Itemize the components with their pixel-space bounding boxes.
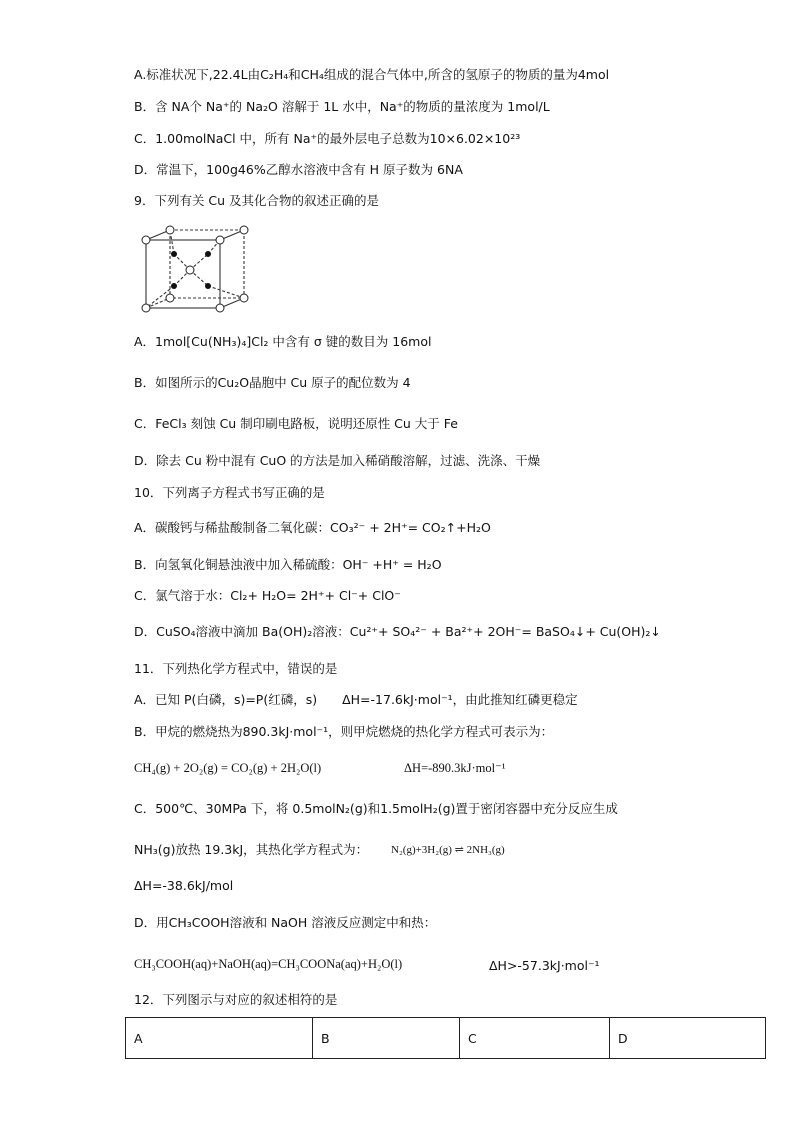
q12-options-table: [125, 1017, 766, 1059]
q9-stem: 9．下列有关 Cu 及其化合物的叙述正确的是: [134, 193, 380, 208]
q10-stem: 10．下列离子方程式书写正确的是: [134, 485, 325, 500]
q9-option-c: C．FeCl₃ 刻蚀 Cu 制印刷电路板，说明还原性 Cu 大于 Fe: [134, 416, 458, 431]
q9-option-a: A．1mol[Cu(NH₃)₄]Cl₂ 中含有 σ 键的数目为 16mol: [134, 334, 432, 349]
q10-option-c: C．氯气溶于水：Cl₂+ H₂O= 2H⁺+ Cl⁻+ ClO⁻: [134, 588, 401, 603]
q11-option-b-enthalpy: ΔH=-890.3kJ·mol⁻¹: [404, 761, 506, 775]
q10-option-d: D．CuSO₄溶液中滴加 Ba(OH)₂溶液：Cu²⁺+ SO₄²⁻ + Ba²⁺+ 2OH⁻= BaSO₄↓+ Cu(OH)₂↓: [134, 624, 661, 639]
q11-option-c: C．500℃、30MPa 下，将 0.5molN₂(g)和1.5molH₂(g)置于密闭容器中充分反应生成: [134, 801, 618, 816]
q8-option-d: D．常温下，100g46%乙醇水溶液中含有 H 原子数为 6NA: [134, 162, 463, 177]
q11-option-c-line2: NH₃(g)放热 19.3kJ，其热化学方程式为：: [134, 842, 369, 857]
table-row: [126, 1018, 766, 1059]
q8-option-b: B．含 NA个 Na⁺的 Na₂O 溶解于 1L 水中，Na⁺的物质的量浓度为 1mol/L: [134, 99, 550, 114]
q11-option-d: D．用CH₃COOH溶液和 NaOH 溶液反应测定中和热：: [134, 915, 437, 930]
q9-option-b: B．如图所示的Cu₂O晶胞中 Cu 原子的配位数为 4: [134, 375, 411, 390]
q8-option-a: A.标准状况下,22.4L由C₂H₄和CH₄组成的混合气体中,所含的氢原子的物质的量为4mol: [134, 67, 610, 82]
q8-option-c: C．1.00molNaCl 中，所有 Na⁺的最外层电子总数为10×6.02×10²³: [134, 131, 521, 146]
q11-option-c-equation: N₂(g)+3H₂(g) ⇌ 2NH₃(g): [391, 844, 505, 856]
q12-stem: 12．下列图示与对应的叙述相符的是: [134, 992, 338, 1007]
q11-option-b-equation: CH₄(g) + 2O₂(g) = CO₂(g) + 2H₂O(l): [134, 761, 322, 775]
q12-col-a: A: [126, 1018, 313, 1059]
q11-stem: 11．下列热化学方程式中，错误的是: [134, 661, 338, 676]
q9-option-d: D．除去 Cu 粉中混有 CuO 的方法是加入稀硝酸溶解，过滤、洗涤、干燥: [134, 453, 541, 468]
q11-option-d-equation: CH₃COOH(aq)+NaOH(aq)=CH₃COONa(aq)+H₂O(l): [134, 957, 403, 971]
q11-option-d-enthalpy: ΔH>-57.3kJ·mol⁻¹: [489, 958, 600, 973]
cu2o-unit-cell-figure: [138, 224, 250, 314]
q12-col-d: D: [610, 1018, 766, 1059]
q10-option-a: A．碳酸钙与稀盐酸制备二氧化碳：CO₃²⁻ + 2H⁺= CO₂↑+H₂O: [134, 520, 491, 535]
q11-option-a: A．已知 P(白磷，s)=P(红磷，s) ΔH=-17.6kJ·mol⁻¹，由此推知红磷更稳定: [134, 692, 578, 707]
q12-col-c: C: [460, 1018, 610, 1059]
q10-option-b: B．向氢氧化铜悬浊液中加入稀硫酸：OH⁻ +H⁺ = H₂O: [134, 557, 442, 572]
q12-col-b: B: [313, 1018, 460, 1059]
q11-option-b: B．甲烷的燃烧热为890.3kJ·mol⁻¹，则甲烷燃烧的热化学方程式可表示为：: [134, 724, 554, 739]
q11-option-c-enthalpy: ΔH=-38.6kJ/mol: [134, 878, 234, 893]
